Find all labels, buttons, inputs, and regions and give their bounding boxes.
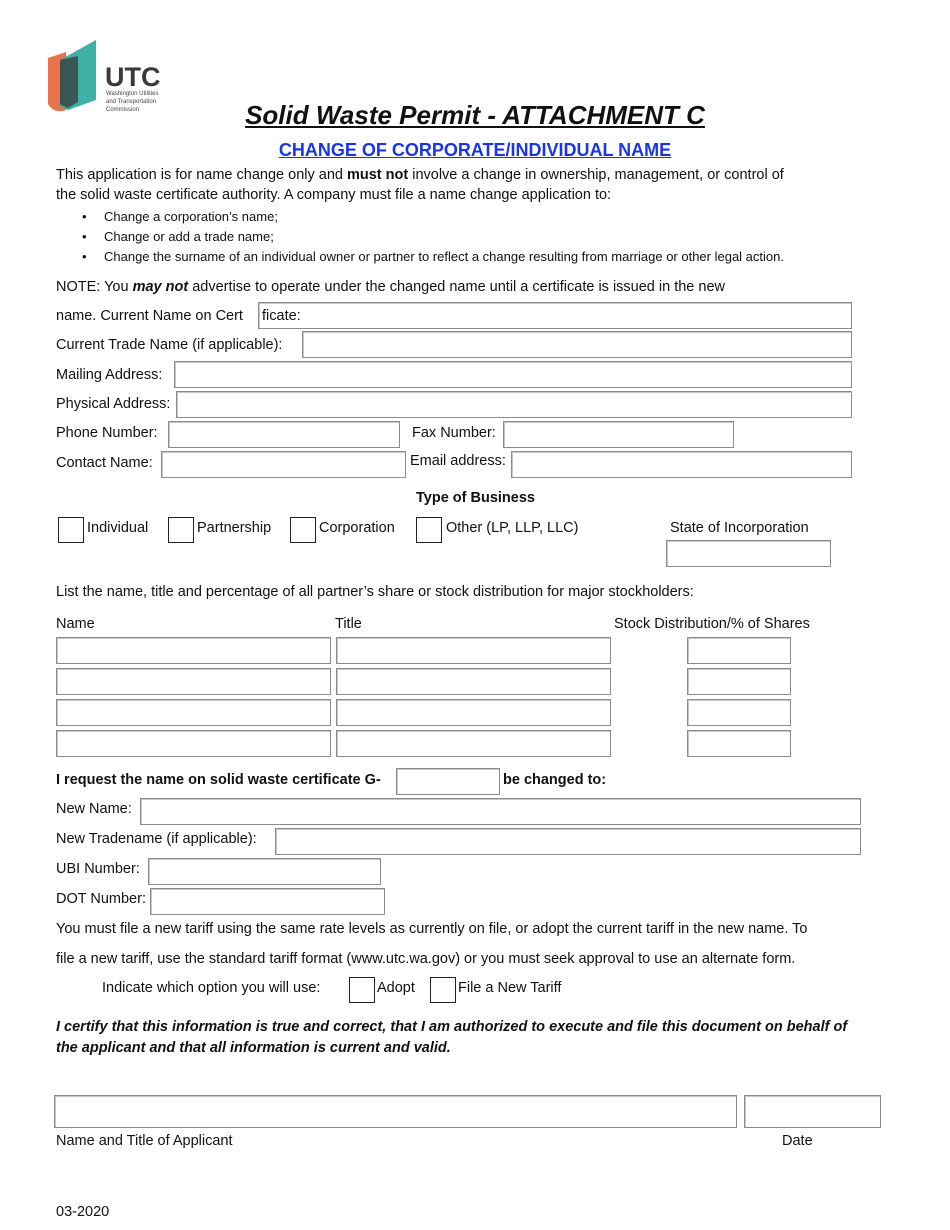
note-text [56,279,725,295]
new-tradename-label: New Tradename (if applicable): [56,831,257,847]
request-label-a: I request the name on solid waste certificate G- [56,772,381,788]
tariff-line-2: file a new tariff, use the standard tariff format (www.utc.wa.gov) or you must seek approval to use an alternate form. [56,951,796,967]
individual-checkbox[interactable] [58,517,84,543]
partnership-label: Partnership [197,520,272,536]
stock-title-input[interactable] [336,637,611,664]
certify-line-1: I certify that this information is true and correct, that I am authorized to execute and file this document on behalf of [56,1019,848,1035]
intro-bullet: • Change the surname of an individual owner or partner to reflect a change resulting from marriage or other legal action. [104,249,784,264]
stock-name-input[interactable] [56,699,331,726]
utc-logo-subtext-3: Commission [106,107,140,113]
intro-line-2: the solid waste certificate authority. A company must file a name change application to: [56,187,612,203]
intro-text-a: This application is for name change only and [56,167,347,183]
ubi-number-input[interactable] [148,858,381,885]
state-of-incorporation-label: State of Incorporation [670,520,809,536]
mailing-address-input[interactable] [174,361,852,388]
individual-label: Individual [87,520,149,536]
note-emphasis: may not [132,279,189,295]
stock-col-title: Title [335,616,362,632]
applicant-name-title-input[interactable] [54,1095,737,1128]
mailing-address-label: Mailing Address: [56,367,163,383]
other-label: Other (LP, LLP, LLC) [446,520,579,536]
note-text-a: NOTE: You [56,279,133,295]
certify-line-2: the applicant and that all information is current and valid. [56,1040,451,1056]
stock-title-input[interactable] [336,699,611,726]
current-name-label-b: ficate: [262,308,301,324]
stock-title-input[interactable] [336,730,611,757]
form-code: 03-2020 [56,1204,110,1220]
fax-label: Fax Number: [412,425,496,441]
intro-bullet: • Change a corporation’s name; [104,209,278,224]
tariff-option-label: Indicate which option you will use: [102,980,321,996]
new-name-label: New Name: [56,801,132,817]
adopt-label: Adopt [377,980,415,996]
trade-name-input[interactable] [302,331,852,358]
email-label: Email address: [410,453,506,469]
phone-label: Phone Number: [56,425,158,441]
fax-input[interactable] [503,421,734,448]
partnership-checkbox[interactable] [168,517,194,543]
physical-address-input[interactable] [176,391,852,418]
tariff-line-1: You must file a new tariff using the same rate levels as currently on file, or adopt the current tariff in the new name. To [56,921,808,937]
utc-logo-subtext-2: and Transportation [106,99,157,105]
stock-shares-input[interactable] [687,637,791,664]
intro-text-c: involve a change in ownership, management, or control of [408,167,784,183]
intro-emphasis: must not [346,167,409,183]
dot-number-label: DOT Number: [56,891,146,907]
new-name-input[interactable] [140,798,861,825]
request-label-b: be changed to: [503,772,607,788]
current-name-label-a: name. Current Name on Cert [56,308,243,324]
date-input[interactable] [744,1095,881,1128]
stock-name-input[interactable] [56,730,331,757]
intro-bullet: • Change or add a trade name; [104,229,274,244]
stock-title-input[interactable] [336,668,611,695]
stock-col-name: Name [56,616,95,632]
stock-col-shares: Stock Distribution/% of Shares [614,616,810,632]
page-title: Solid Waste Permit - ATTACHMENT C [245,100,705,130]
new-tradename-input[interactable] [275,828,861,855]
other-checkbox[interactable] [416,517,442,543]
corporation-label: Corporation [319,520,395,536]
stock-shares-input[interactable] [687,668,791,695]
stock-instruction: List the name, title and percentage of all partner’s share or stock distribution for major stockholders: [56,584,694,600]
trade-name-label: Current Trade Name (if applicable): [56,337,283,353]
utc-logo-text: UTC [105,62,161,92]
email-input[interactable] [511,451,852,478]
corporation-checkbox[interactable] [290,517,316,543]
business-type-heading: Type of Business [416,490,535,506]
physical-address-label: Physical Address: [56,396,171,412]
phone-input[interactable] [168,421,400,448]
certificate-number-input[interactable] [396,768,500,795]
utc-logo-subtext-1: Washington Utilities [106,91,159,97]
stock-name-input[interactable] [56,668,331,695]
ubi-number-label: UBI Number: [56,861,140,877]
contact-name-label: Contact Name: [56,455,153,471]
applicant-name-title-label: Name and Title of Applicant [56,1133,233,1149]
current-name-input[interactable] [258,302,852,329]
note-text-c: advertise to operate under the changed name until a certificate is issued in the new [188,279,725,295]
stock-name-input[interactable] [56,637,331,664]
contact-name-input[interactable] [161,451,406,478]
page-subtitle: CHANGE OF CORPORATE/INDIVIDUAL NAME [278,140,672,160]
stock-shares-input[interactable] [687,699,791,726]
adopt-checkbox[interactable] [349,977,375,1003]
date-label: Date [782,1133,813,1149]
dot-number-input[interactable] [150,888,385,915]
intro-line-1 [56,167,784,183]
stock-shares-input[interactable] [687,730,791,757]
new-tariff-label: File a New Tariff [458,980,562,996]
state-of-incorporation-input[interactable] [666,540,831,567]
new-tariff-checkbox[interactable] [430,977,456,1003]
